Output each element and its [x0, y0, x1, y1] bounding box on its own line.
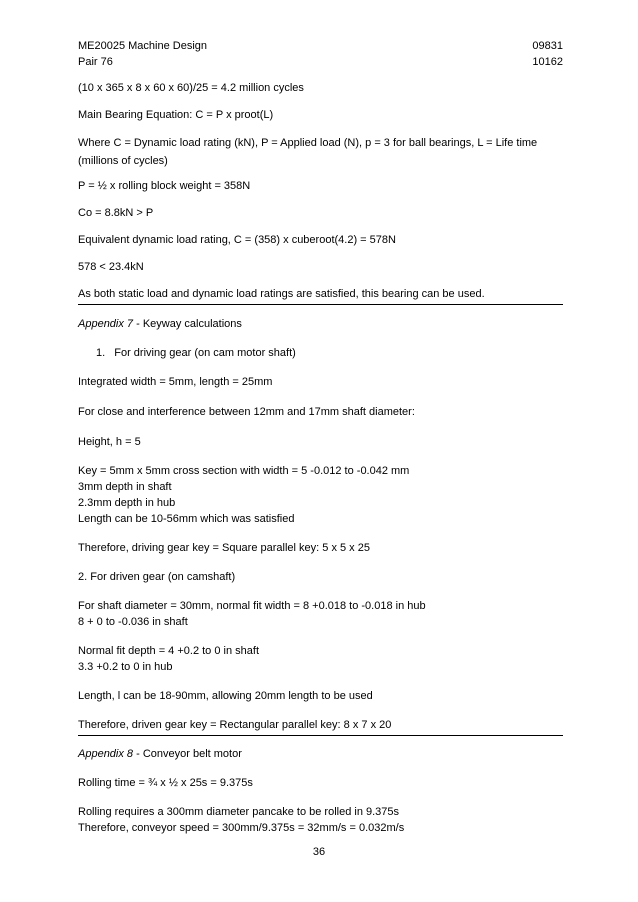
bearing-conclusion: As both static load and dynamic load ratings are satisfied, this bearing can be used. [78, 288, 485, 300]
shaft-tolerance: 8 + 0 to -0.036 in shaft [78, 616, 188, 628]
page-number: 36 [312, 846, 326, 858]
section-divider [78, 304, 563, 305]
integrated-dimensions: Integrated width = 5mm, length = 25mm [78, 376, 273, 388]
section-divider [78, 735, 563, 736]
equation-definitions: Where C = Dynamic load rating (kN), P = Applied load (N), p = 3 for ball bearings, L = Life time (millions of cycles) [78, 137, 538, 167]
key-height: Height, h = 5 [78, 436, 141, 448]
header-course: ME20025 Machine Design [78, 40, 208, 52]
driving-gear-key: Therefore, driving gear key = Square parallel key: 5 x 5 x 25 [78, 542, 370, 554]
shaft-diameter-fit: For shaft diameter = 30mm, normal fit width = 8 +0.018 to -0.018 in hub [78, 600, 426, 612]
equivalent-dynamic-rating: Equivalent dynamic load rating, C = (358) x cuberoot(4.2) = 578N [78, 234, 396, 246]
main-bearing-equation: Main Bearing Equation: C = P x proot(L) [78, 109, 274, 121]
cycles-calculation: (10 x 365 x 8 x 60 x 60)/25 = 4.2 million cycles [78, 82, 304, 94]
normal-fit-depth: Normal fit depth = 4 +0.2 to 0 in shaft [78, 645, 259, 657]
header-pair-number: 10162 [532, 56, 563, 68]
header-row-course [78, 38, 563, 54]
rolling-requirement: Rolling requires a 300mm diameter pancake to be rolled in 9.375s [78, 806, 400, 818]
hub-depth-tolerance: 3.3 +0.2 to 0 in hub [78, 661, 173, 673]
appendix-7-subtitle: - Keyway calculations [133, 318, 242, 330]
appendix-7-label: Appendix 7 [78, 318, 134, 330]
interference-fit-note: For close and interference between 12mm and 17mm shaft diameter: [78, 406, 415, 418]
key-length-range: Length can be 10-56mm which was satisfied [78, 513, 295, 525]
appendix-7-title [78, 316, 242, 332]
header-pair: Pair 76 [78, 56, 113, 68]
appendix-8-subtitle: - Conveyor belt motor [133, 748, 242, 760]
driven-gear-heading: 2. For driven gear (on camshaft) [78, 571, 236, 583]
rating-comparison: 578 < 23.4kN [78, 261, 144, 273]
hub-depth: 2.3mm depth in hub [78, 497, 176, 509]
header-row-pair [78, 54, 563, 70]
static-load-rating: Co = 8.8kN > P [78, 207, 154, 219]
driven-gear-key: Therefore, driven gear key = Rectangular parallel key: 8 x 7 x 20 [78, 719, 392, 731]
appendix-8-title [78, 746, 242, 762]
driven-key-length: Length, l can be 18-90mm, allowing 20mm length to be used [78, 690, 373, 702]
appendix-8-label: Appendix 8 [78, 748, 134, 760]
shaft-depth: 3mm depth in shaft [78, 481, 172, 493]
list-item-text: For driving gear (on cam motor shaft) [114, 347, 296, 359]
header-course-number: 09831 [532, 40, 563, 52]
conveyor-speed: Therefore, conveyor speed = 300mm/9.375s = 32mm/s = 0.032m/s [78, 822, 405, 834]
key-specification: Key = 5mm x 5mm cross section with width = 5 -0.012 to -0.042 mm [78, 465, 410, 477]
list-item-number: 1. [96, 347, 106, 359]
applied-load: P = ½ x rolling block weight = 358N [78, 180, 251, 192]
list-item-driving-gear [96, 345, 296, 361]
rolling-time: Rolling time = ¾ x ½ x 25s = 9.375s [78, 777, 253, 789]
